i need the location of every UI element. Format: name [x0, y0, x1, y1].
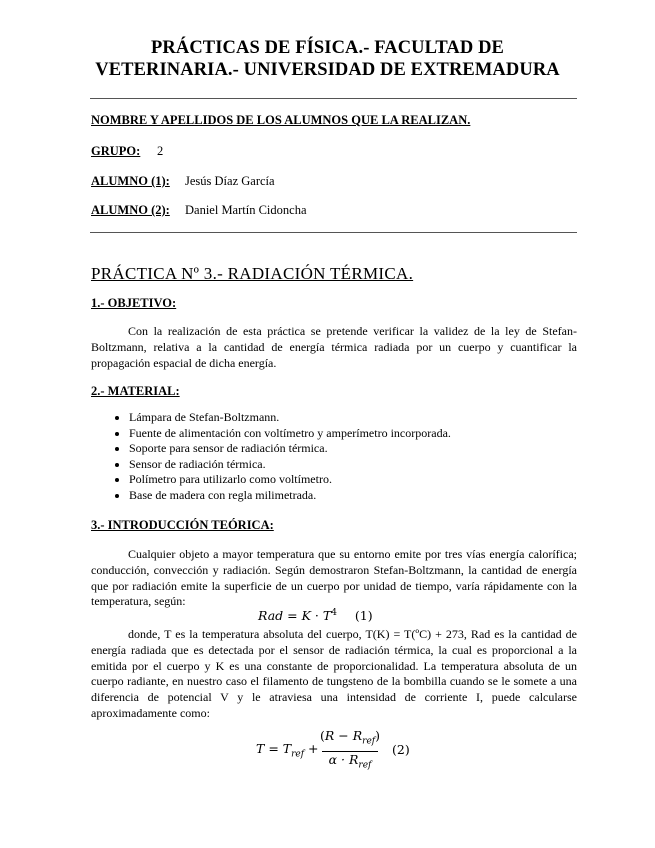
list-item: • Base de madera con regla milimetrada. — [129, 488, 451, 504]
material-list — [91, 410, 451, 504]
material-heading: 2.- MATERIAL: — [91, 384, 180, 398]
introduccion-text-2: donde, T es la temperatura absoluta del cuerpo, T(K) = T(ºC) + 273, Rad es la cantidad de energía radiada que es detectada por el sensor de radiación térmica, la cual es proporcional a la emitida por el cuerpo y K es una constante de proporcionalidad. La temperatura absoluta de un cuerpo radiante, en nuestro caso el filamento de tungsteno de la bombilla cuando se le somete a una diferencia de potencial V y le atraviesa una intensidad de corriente I, puede calcularse aproximadamente como: — [91, 627, 577, 720]
alumno2-label: ALUMNO (2): — [91, 203, 170, 217]
introduccion-paragraph-2 — [91, 627, 577, 722]
equation-2: $T = T_{ref}$ + $(R - R_{ref})$ $\alpha \cdot R_{ref}$ (2) — [256, 728, 410, 770]
practice-title: PRÁCTICA Nº 3.- RADIACIÓN TÉRMICA. — [91, 264, 414, 283]
equation-1: Rad = $K \cdot T^4$ (1) — [258, 608, 373, 624]
introduccion-heading: 3.- INTRODUCCIÓN TEÓRICA: — [91, 518, 274, 532]
header-title-line2: VETERINARIA.- UNIVERSIDAD DE EXTREMADURA — [95, 60, 560, 80]
students-heading: NOMBRE Y APELLIDOS DE LOS ALUMNOS QUE LA REALIZAN. — [91, 113, 471, 127]
objetivo-heading: 1.- OBJETIVO: — [91, 296, 177, 310]
equation-2-number: (2) — [392, 742, 410, 757]
list-item: • Polímetro para utilizarlo como voltímetro. — [129, 472, 451, 488]
equation-1-number: (1) — [354, 608, 373, 624]
group-label: GRUPO: — [91, 144, 141, 158]
list-item: • Lámpara de Stefan-Boltzmann. — [129, 410, 451, 426]
document-header-title — [60, 37, 595, 81]
header-title-line1: PRÁCTICAS DE FÍSICA.- FACULTAD DE — [151, 38, 504, 58]
alumno2-value: Daniel Martín Cidoncha — [185, 203, 307, 217]
objetivo-text: Con la realización de esta práctica se pretende verificar la validez de la ley de Stefan-Boltzmann, relativa a la cantidad de energía térmica radiada por un cuerpo y cuantificar la propagación espacial de dicha energía. — [91, 324, 577, 370]
header-divider — [90, 98, 577, 99]
list-item: • Sensor de radiación térmica. — [129, 457, 451, 473]
objetivo-paragraph — [91, 324, 577, 371]
alumno1-label: ALUMNO (1): — [91, 174, 170, 188]
students-divider — [90, 232, 577, 233]
list-item: • Fuente de alimentación con voltímetro y amperímetro incorporada. — [129, 426, 451, 442]
list-item: • Soporte para sensor de radiación térmica. — [129, 441, 451, 457]
introduccion-paragraph-1 — [91, 547, 577, 610]
introduccion-text-1: Cualquier objeto a mayor temperatura que su entorno emite por tres vías energía calorífica; conducción, convección y radiación. Según demostraron Stefan-Boltzmann, la cantidad de energía que por radiación emite la superficie de un cuerpo por unidad de tiempo, varía rápidamente con la temperatura, según: — [91, 547, 577, 609]
group-value: 2 — [157, 144, 164, 158]
alumno1-value: Jesús Díaz García — [185, 174, 275, 188]
